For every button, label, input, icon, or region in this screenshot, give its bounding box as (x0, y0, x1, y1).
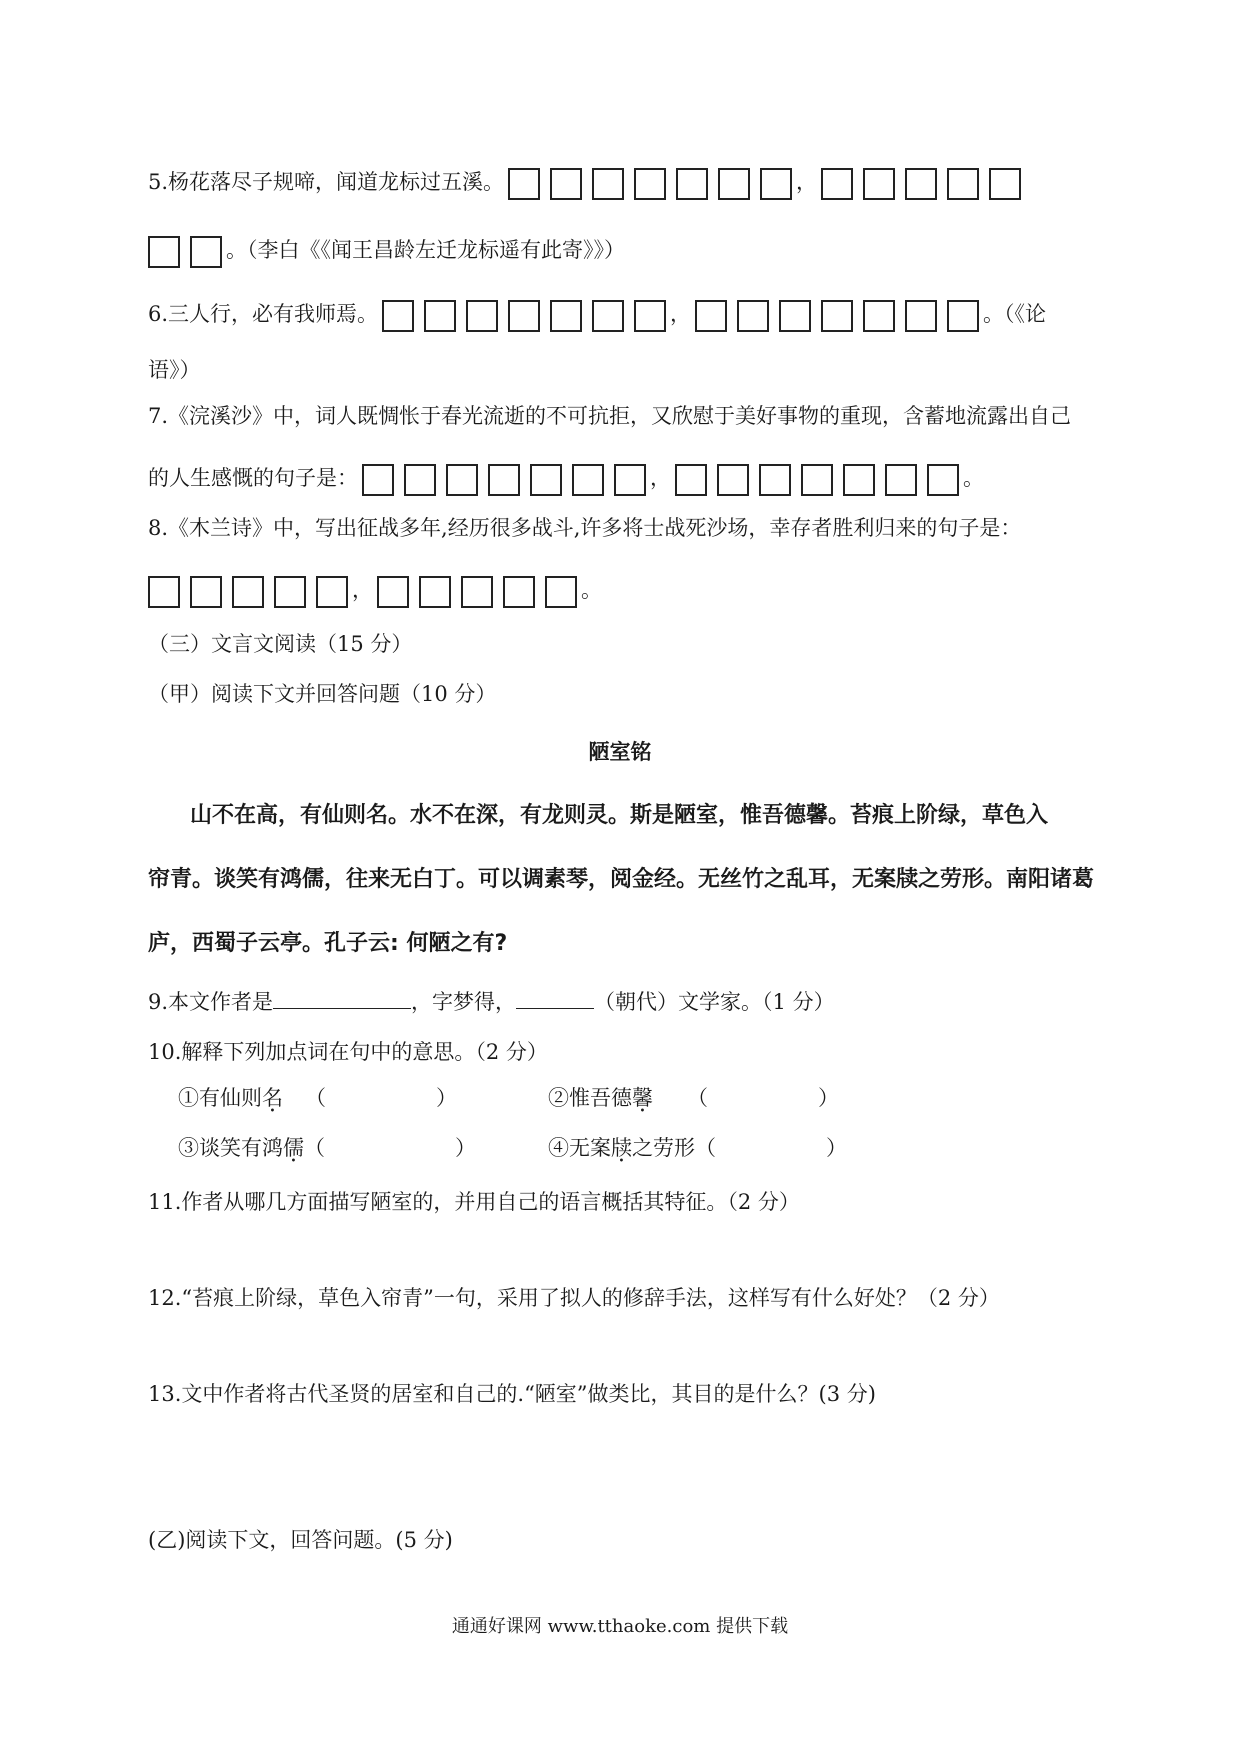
answer-box[interactable] (148, 576, 180, 608)
question-10-row1b (548, 1076, 839, 1120)
answer-blank[interactable] (516, 986, 594, 1009)
answer-box[interactable] (759, 464, 791, 496)
answer-box[interactable] (382, 300, 414, 332)
answer-box[interactable] (927, 464, 959, 496)
passage-line: 山不在高，有仙则名。水不在深，有龙则灵。斯是陋室，惟吾德馨。苔痕上阶绿，草色入 (190, 803, 1049, 828)
answer-box[interactable] (843, 464, 875, 496)
period: 。 (963, 466, 984, 490)
question-10-row2b (548, 1126, 847, 1170)
answer-box[interactable] (634, 168, 666, 200)
paren: （ (305, 1086, 326, 1110)
question-5-source: 。（李白《《闻王昌龄左迁龙标遥有此寄》》） (226, 238, 625, 262)
dotted-word: 儒 (283, 1136, 304, 1160)
question-6-text: 6.三人行，必有我师焉。 (148, 302, 379, 326)
answer-box[interactable] (592, 300, 624, 332)
answer-box[interactable] (634, 300, 666, 332)
answer-box[interactable] (801, 464, 833, 496)
answer-box[interactable] (503, 576, 535, 608)
answer-box[interactable] (316, 576, 348, 608)
answer-box[interactable] (592, 168, 624, 200)
question-8-stem: 8.《木兰诗》中，写出征战多年,经历很多战斗,许多将士战死沙场，幸存者胜利归来的句子是： (148, 516, 1022, 540)
paren: （ (304, 1136, 325, 1160)
answer-box[interactable] (989, 168, 1021, 200)
paren: ） (436, 1086, 457, 1110)
answer-box[interactable] (905, 300, 937, 332)
answer-box[interactable] (821, 300, 853, 332)
answer-box[interactable] (508, 168, 540, 200)
paren: ） (826, 1136, 847, 1160)
answer-box[interactable] (404, 464, 436, 496)
answer-box[interactable] (362, 464, 394, 496)
section-heading: （三）文言文阅读（15 分） (148, 632, 413, 656)
question-6-source-cont: 语》） (148, 358, 201, 382)
question-5-line2 (148, 228, 625, 272)
question-9-text: ，字梦得， (411, 990, 517, 1014)
answer-box[interactable] (550, 300, 582, 332)
question-7-line2 (148, 456, 984, 500)
period: 。 (581, 578, 602, 602)
question-6-line1 (148, 292, 1046, 336)
item-text: ①有仙则 (178, 1086, 262, 1110)
answer-box[interactable] (466, 300, 498, 332)
dotted-word: 牍 (611, 1136, 632, 1160)
answer-box[interactable] (885, 464, 917, 496)
item-text: ③谈笑有鸿 (178, 1136, 283, 1160)
answer-box[interactable] (274, 576, 306, 608)
passage-line: 庐，西蜀子云亭。孔子云: 何陋之有? (148, 931, 508, 956)
answer-box[interactable] (947, 168, 979, 200)
question-9-text: 9.本文作者是 (148, 990, 274, 1014)
answer-box[interactable] (675, 464, 707, 496)
answer-boxes (821, 168, 1021, 200)
question-9 (148, 980, 835, 1024)
question-11: 11.作者从哪几方面描写陋室的，并用自己的语言概括其特征。（2 分） (148, 1190, 800, 1214)
answer-box[interactable] (545, 576, 577, 608)
passage-line: 帘青。谈笑有鸿儒，往来无白丁。可以调素琴，阅金经。无丝竹之乱耳，无案牍之劳形。南阳诸葛 (148, 867, 1095, 892)
item-text: 之劳形 (632, 1136, 695, 1160)
separator: ， (352, 578, 373, 602)
answer-box[interactable] (863, 168, 895, 200)
question-10-row2 (178, 1126, 476, 1170)
answer-box[interactable] (530, 464, 562, 496)
answer-box[interactable] (550, 168, 582, 200)
dotted-word: 名 (262, 1086, 283, 1110)
paren: （ (687, 1086, 708, 1110)
answer-boxes (362, 464, 646, 496)
answer-box[interactable] (676, 168, 708, 200)
answer-blank[interactable] (273, 986, 411, 1009)
question-12: 12.“苔痕上阶绿，草色入帘青”一句，采用了拟人的修辞手法，这样写有什么好处？（2 分） (148, 1286, 1000, 1310)
question-10-stem: 10.解释下列加点词在句中的意思。（2 分） (148, 1040, 548, 1064)
question-7-stem: 7.《浣溪沙》中，词人既惆怅于春光流逝的不可抗拒，又欣慰于美好事物的重现，含蓄地流露出自己 (148, 404, 1072, 428)
part-a-heading: （甲）阅读下文并回答问题（10 分） (148, 682, 497, 706)
answer-boxes (148, 236, 222, 268)
item-text: ②惟吾德 (548, 1086, 632, 1110)
answer-box[interactable] (190, 236, 222, 268)
answer-box[interactable] (424, 300, 456, 332)
answer-box[interactable] (863, 300, 895, 332)
answer-boxes (377, 576, 577, 608)
paren: （ (695, 1136, 716, 1160)
item-text: ④无案 (548, 1136, 611, 1160)
question-10-row1 (178, 1076, 457, 1120)
answer-boxes (508, 168, 792, 200)
question-9-text: （朝代）文学家。（1 分） (594, 990, 835, 1014)
separator: ， (650, 466, 671, 490)
question-5-text: 5.杨花落尽子规啼，闻道龙标过五溪。 (148, 170, 505, 194)
dotted-word: 馨 (632, 1086, 653, 1110)
answer-box[interactable] (905, 168, 937, 200)
question-6-source: 。（《论 (983, 302, 1047, 326)
answer-box[interactable] (760, 168, 792, 200)
answer-box[interactable] (572, 464, 604, 496)
answer-box[interactable] (419, 576, 451, 608)
answer-box[interactable] (508, 300, 540, 332)
answer-box[interactable] (461, 576, 493, 608)
answer-box[interactable] (190, 576, 222, 608)
answer-boxes (695, 300, 979, 332)
separator: ， (670, 302, 692, 326)
answer-box[interactable] (232, 576, 264, 608)
paren: ） (818, 1086, 839, 1110)
answer-box[interactable] (148, 236, 180, 268)
answer-box[interactable] (695, 300, 727, 332)
page-footer: 通通好课网 www.tthaoke.com 提供下载 (451, 1616, 789, 1637)
answer-boxes (675, 464, 959, 496)
part-b-heading: (乙)阅读下文，回答问题。(5 分) (148, 1528, 453, 1552)
question-5-line1 (148, 160, 1025, 204)
answer-box[interactable] (614, 464, 646, 496)
question-7-stem-cont: 的人生感慨的句子是： (148, 466, 358, 490)
answer-boxes (148, 576, 348, 608)
answer-box[interactable] (737, 300, 769, 332)
answer-box[interactable] (377, 576, 409, 608)
answer-box[interactable] (446, 464, 478, 496)
paren: ） (455, 1136, 476, 1160)
answer-box[interactable] (717, 464, 749, 496)
passage-title: 陋室铭 (588, 740, 652, 764)
answer-box[interactable] (718, 168, 750, 200)
question-13: 13.文中作者将古代圣贤的居室和自己的.“陋室”做类比，其目的是什么？(3 分) (148, 1382, 876, 1406)
answer-box[interactable] (947, 300, 979, 332)
answer-box[interactable] (779, 300, 811, 332)
answer-box[interactable] (821, 168, 853, 200)
separator: ， (796, 170, 818, 194)
answer-box[interactable] (488, 464, 520, 496)
question-8-line2 (148, 568, 602, 612)
answer-boxes (382, 300, 666, 332)
